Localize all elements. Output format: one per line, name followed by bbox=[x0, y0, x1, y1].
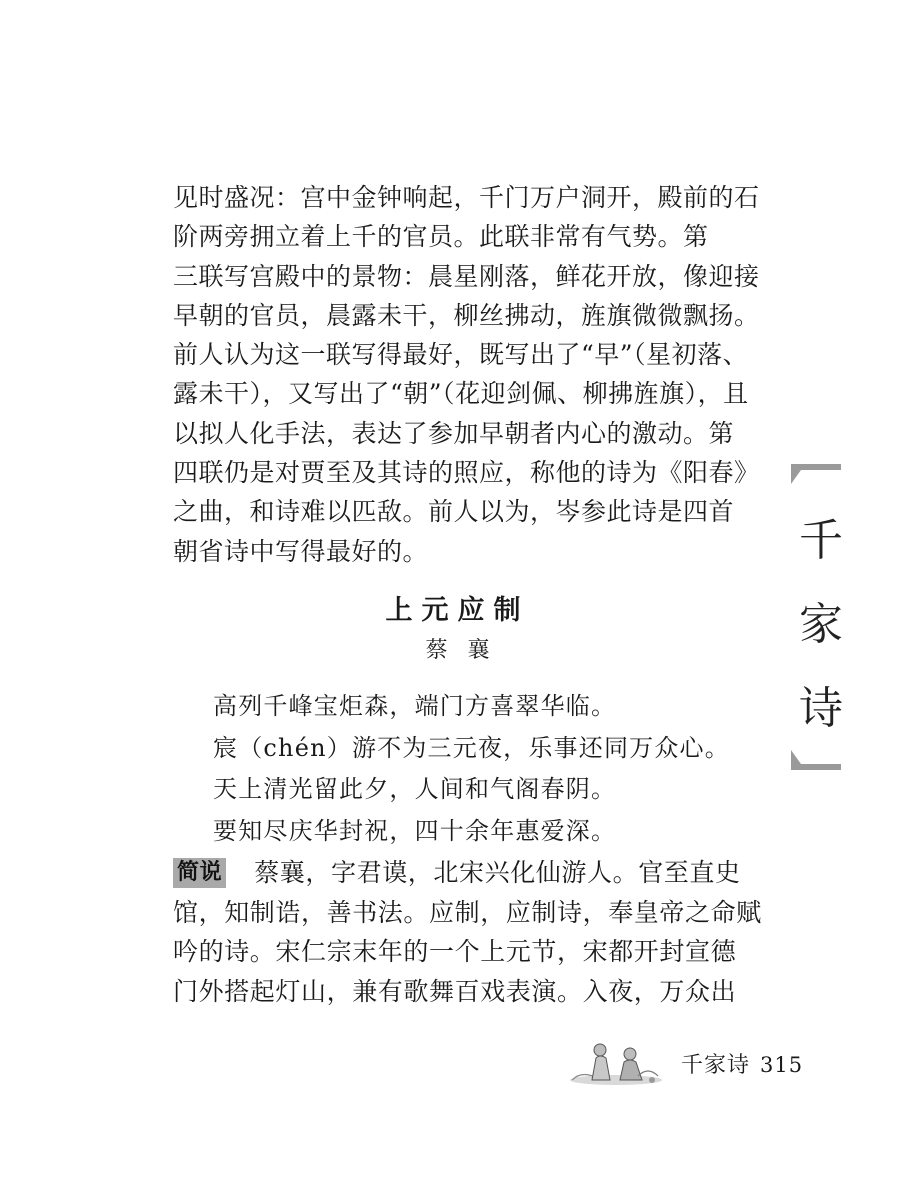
body-line: 露未干），又写出了“朝”（花迎剑佩、柳拂旌旗），且 bbox=[173, 379, 749, 409]
commentary-line: 馆，知制诰，善书法。应制，应制诗，奉皇帝之命赋 bbox=[173, 897, 762, 927]
footer-illustration-icon bbox=[566, 1036, 666, 1088]
commentary-line: 吟的诗。宋仁宗末年的一个上元节，宋都开封宣德 bbox=[173, 937, 737, 966]
commentary-first-line bbox=[173, 853, 748, 893]
side-tab bbox=[791, 464, 843, 770]
body-line: 四联仍是对贾至及其诗的照应，称他的诗为《阳春》 bbox=[173, 458, 760, 488]
body-paragraph bbox=[173, 178, 760, 571]
commentary bbox=[173, 853, 762, 1011]
bracket-top-icon bbox=[791, 464, 841, 484]
body-line: 之曲，和诗难以匹敌。前人以为，岑参此诗是四首 bbox=[173, 497, 735, 527]
poem-line: 要知尽庆华封祝，四十余年惠爱深。 bbox=[213, 816, 617, 845]
body-line: 见时盛况：宫中金钟响起，千门万户洞开，殿前的石 bbox=[173, 183, 760, 212]
body-line: 前人认为这一联写得最好，既写出了“早”（星初落、 bbox=[173, 340, 749, 370]
body-line: 早朝的官员，晨露未干，柳丝拂动，旌旗微微飘扬。 bbox=[173, 300, 760, 330]
commentary-text: 蔡襄，字君谟，北宋兴化仙游人。官至直史 bbox=[254, 858, 741, 887]
body-line: 朝省诗中写得最好的。 bbox=[173, 536, 429, 566]
poem-title: 上元应制 bbox=[385, 595, 530, 626]
side-tab-char: 千 bbox=[799, 515, 843, 566]
poem-line: 宸（chén）游不为三元夜，乐事还同万众心。 bbox=[213, 733, 730, 762]
footer-book-title: 千家诗 bbox=[681, 1053, 751, 1078]
side-tab-char: 家 bbox=[799, 599, 843, 650]
poem-author: 蔡襄 bbox=[425, 638, 510, 663]
side-tab-char: 诗 bbox=[799, 683, 843, 734]
footer-label bbox=[681, 1048, 803, 1079]
commentary-label: 简说 bbox=[173, 858, 226, 888]
body-line: 阶两旁拥立着上千的官员。此联非常有气势。第 bbox=[173, 222, 709, 252]
poem-line: 高列千峰宝炬森，端门方喜翠华临。 bbox=[213, 692, 617, 720]
body-line: 以拟人化手法，表达了参加早朝者内心的激动。第 bbox=[173, 418, 735, 448]
commentary-line: 门外搭起灯山，兼有歌舞百戏表演。入夜，万众出 bbox=[173, 976, 737, 1006]
body-line: 三联写宫殿中的景物：晨星刚落，鲜花开放，像迎接 bbox=[173, 261, 760, 291]
page-number: 315 bbox=[760, 1053, 804, 1077]
poem-body bbox=[213, 686, 773, 852]
poem-line: 天上清光留此夕，人间和气阁春阴。 bbox=[213, 775, 617, 803]
page-footer bbox=[566, 1036, 806, 1088]
bracket-bottom-icon bbox=[791, 750, 841, 770]
